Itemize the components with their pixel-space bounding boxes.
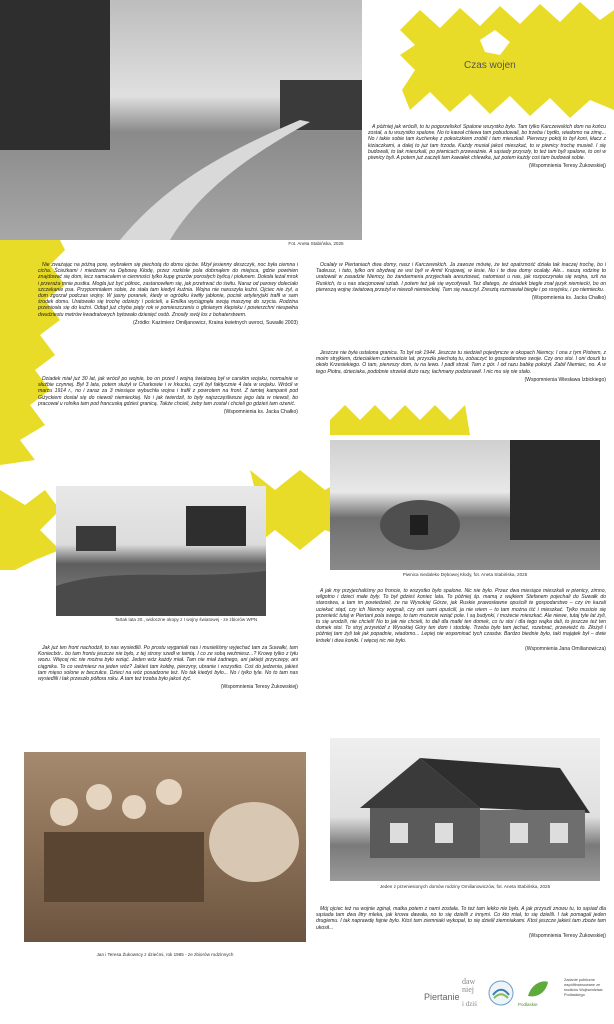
text-block-8-body: Mój ojciec też na wojnie zginął, matka potem z nami została. To też tam lekko nie było. A jak przyszli znowu tu, to sąsiad dla sąsiada tam dwa litry mleka, jak krowa dawała, no to się dzielili z innymi. Co kto miał, to się dzielili. I tak pomagali jeden drugiemu. I tak naprawdę fajnie było. Ktoś tam ziemniaki wykopał, to się dzielił ziemniakami. Ktoś jeszcze jakieś tam zboże tam ukosił... [316, 906, 606, 931]
text-block-1 [368, 124, 606, 169]
text-block-4-source: (Wspomnienia Wiesława Izbickiego) [524, 376, 606, 383]
circle-emblem-icon [488, 980, 514, 1006]
text-block-7-source: (Wspomnienia Teresy Żukowskiej) [220, 684, 298, 691]
photo-road [0, 0, 362, 240]
text-block-4 [316, 350, 606, 383]
text-block-6-source: (Wspomnienia Jana Omilianowicza) [525, 645, 606, 652]
photo-family [24, 752, 306, 942]
text-block-1-source: (Wspomnienia Teresy Żukowskiej) [528, 163, 606, 170]
photo-sawmill [56, 486, 266, 616]
photo-family-caption: Jan i Teresa Żukowscy z dziećmi, rok 1965 - ze zbiorów rodzinnych [96, 952, 234, 957]
text-block-2 [38, 262, 298, 326]
podlaskie-logo-text: Podlaskie [518, 1002, 538, 1007]
text-block-3 [316, 262, 606, 301]
photo-cellar [330, 440, 600, 570]
section-title: Czas wojen [464, 60, 516, 71]
text-block-6-body: A jak my przyjechaliśmy po froncie, to wszystko było spalone. Nic nie było. Przez dwa miesiące mieszkali w piwnicy, zimno, wilgotno i dzieci małe były. To był gdzieś koniec lata. To później śp. mamą z wujkiem Stefanem pojechali do Suwałk do starostwa, a tam im powiedzieli, że na Wysokiej Górze, jak Ruskie prawosławne opuściłi te gospodarstwo – czy im kazali uciekać stąd, czy ich Niemcy wygnali, czy oni sami opuścili, ja nie wiem – to tam można iść i mieszkać. Tylko musicie się przenieść tutaj w Piertani pola swego, to tam możecie wziąć pole. I są budynki, i możecie mieszkać. Ale niewe, tutaj tyle lat żyli, tu się urodzili, nie chcieli! No to jak nie chcieli, to dali dla matki ten domek, co tu stoi i dla tego wujka dali, to jeszcze też ten domek stoi. To stryj przywiózł z Wysokiej Góry ten dom i stodołę. Trzeba było tam jechać, rozebrać, przewieźć to. Złożyli i później tam żyli tak jak popadnie, wiadomo... Lepiej nie wspominać tych czasów. Bardzo biednie było, taki majątek był – dwie krówki i dwa koniki. I więcej nic nie było. [316, 588, 606, 644]
text-block-5-source: (Wspomnienia ks. Jacka Chałko) [223, 409, 298, 416]
photo-house-caption: Jeden z przeniesionych domów rodziny Omilianowiczów, fot. Aneta Stabińska, 2025 [379, 884, 551, 889]
piertanie-logo-name: Piertanie [424, 992, 460, 1002]
podlaskie-logo [518, 978, 558, 1012]
text-block-7 [38, 645, 298, 690]
piertanie-logo-dzis: i dziś [462, 1000, 477, 1008]
text-block-4-body: Jeszcze nie była ustalona granica. To był rok 1944. Jeszcze tu siedzieli pojedyncze w okopach Niemcy. I ona z tym Piotrem, z moim stryjkiem, dzieciakiem czternaście lat, przyszła piechotą tu, zobaczyć to gospodarstwo swoje. Czy ono stoi. I oni doszli tu około Krzesiekiego. O tam, pierwszy dom, tu na lewo. I padł strzał. Tam z gór. I od razu babkę położył. Zabił Niemiec, no. A w tego Piotra, dzieciaka, podobnie strzelał dużo razy, łachmany podziurawił. I nic mu się nie stało. [316, 350, 606, 375]
text-block-7-body: Jak już ten front nachodził, to nas wysiedlili. Po prostu wyganiali nas i musieliśmy wyjechać tam za Suwałki, tam Koniecbór.. bo tam frontu jeszcze nie było, z tej strony szedł w tamtą. I co ze sobą weźmiesz...? Krowę tylko z tyłu wozu. Więcej nic nie można było wziąć. Jeden wóz każdy miał. Tam nie miał żadnego, ani jakiejś przyczepy, ani ciągnika. To co weźmiesz na jeden wóz? Jakieś tam kołdrę, pierzyny, ubranie i wszystko. Coś do jedzenia, jakieś tam mięso solone w beczułce. Dzieci na wóz posadzone też. No tak kiedyś było... No i tylko tyle. No to tam nas wysiedlili i tak przeszło półtora roku. A tam też trzeba było jakoś żyć. [38, 645, 298, 683]
piertanie-logo [424, 978, 484, 1012]
photo-cellar-caption: Piwnica niedaleko Dębowej Kłody, fot. Aneta Stabińska, 2025 [402, 572, 528, 577]
text-block-5 [38, 376, 298, 415]
sponsor-text: Zadanie publiczne współfinansowane ze środków Województwa Podlaskiego [564, 978, 603, 997]
yellow-decor-center [330, 405, 470, 435]
text-block-1-body: A później jak wróciłi, to tu pogorzelisko! Spalone wszystko było. Tam tylko Karczewskich dom na końcu został, a tu wszystko spalone. No to kawał chlewa tam pobudowali, bo trzeba i bydło, wiadomo na zimę... No i takie sobie tam kuchenkę z pokoiczkiem zrobili i tam mieszkali. Pierwszy pokój to był koni, kłacz z kiziaczkami, a dalej to już tam trzoda. Każdy musiał jakoś mieszkać, to w piwnicy trochę musieli. I się budowali, to tak mieszkali, po piwnicach przeważnie. A sąsiady przyszły, to też tam byli spalone, to oni w piwnicy byli. A potem już zaczęli tam kawałek chlewika, już potem każdy coś tam budował sobie. [368, 124, 606, 162]
text-block-8-source: (Wspomnienia Teresy Żukowskiej) [528, 932, 606, 939]
text-block-2-source: (Źródło: Kazimierz Omiljanowicz, Kraina kwietnych uwroci, Suwałki 2003) [132, 319, 298, 326]
text-block-5-body: Dziadek miał już 30 lat, jak wrócił po wojnie, bo on przed I wojną światową był w carskim wojsku, normalnie w służbie czynnej. Był 3 lata, potem służył w Charkowie i w Irkucku, czyli był faktycznie 4 lata w wojsku. Wrócił w marcu 1914 r., no i zaraz za 3 miesiące wybuchła wojna i trafił z powrotem na front. Z tamtej kampanii pod Giżyckiem dostał się do niewoli niemieckiej. No i jak twierdził, to były najszczęśliwsze jego lata w niewoli, bo pracował u rolnika tam pod francuską gdzieś granicą. Także chcieli, żeby tam został i chcieli go gdzieś tam ożenić. [38, 376, 298, 407]
photo-house [330, 738, 600, 881]
photo-sawmill-caption: Tartak lata 20., widoczne okopy z I wojny światowej - ze zbiorów WPN [114, 617, 258, 622]
text-block-8 [316, 906, 606, 939]
text-block-3-body: Ocalały w Piertaniach dwa domy, nasz i Karczewskich. Ja zawsze mówię, że też opatrzność działa tak inaczej trochę, bo i Tadeusz, i tato, tylko oni obydwaj ze wsi byli w Armii Krajowej, w lesie. No i te dwa domy ocalały. Ale... naszą rodzinę to uratowali w zasadzie Niemcy, bo żandarmeria przyjechała aresztować, natomiast u nas, jak rozpoczynała się wojna, szli na Ruskich, to u nas stacjonował sztab. I potem też jak się wycofywali. Też dlatego, że dziadek biegle znał język niemiecki, bo on pierwszą wojnę światową przeżył w niewoli niemieckiej. Tam się nauczył. Zresztą rozmawiał biegle i po rosyjsku, i po niemiecku. [316, 262, 606, 293]
photo-road-caption: Fot. Aneta Stabińska, 2025 [288, 241, 344, 246]
text-block-6 [316, 588, 606, 652]
text-block-3-source: (Wspomnienia ks. Jacka Chałko) [531, 295, 606, 302]
podlaskie-leaf-icon [526, 978, 550, 1000]
yellow-decor-left-middle [0, 225, 70, 465]
piertanie-logo-dawniej: daw niej [462, 977, 476, 994]
text-block-2-body: Nie zważając na późną porę, wybrałem się piechotą do domu ojców. Mżył jesienny deszczyk, noc była ciemna i cicha. Ścieżkami i miedzami na Dębową Kłodę, przez rozkisłe pola dobrnąłem do miejsca, gdzie powinien znajdować się dom, lecz namacałem w ciemności tylko kupę gruzów porosłych bylicą i piołunem. Dokoła leżał mrok i przeraża mnie pustka. Mogła już być północ, zastanowiłem się, jak przetrwać do świtu. Naraz od parowy doleciało szczekanie psa. Przypomniałem sobie, że stała tam kiedyś kuźnia. Wojna nie naruszyła kuźni. Ojciec nie żył, a dom zgorzał podczas wojny. W jasny poranek, kiedy w ogródku kwitły jabłonie, pocisk artyleryjski trafił w sam środek domu. Uratowało się trochę odzieży i pościeli, a Emilka wyciągnęła swoją maszynę do szycia. Rodzina przeniosła się do kuźni. Odtąd już chyba piąty rok w pomieszczeniu o glinianym klepisku i powierzchni niespełna dwudziestu metrów kwadratowych bytowało dziesięć osób. Znosiły swój los z bohaterstwem. [38, 262, 298, 318]
